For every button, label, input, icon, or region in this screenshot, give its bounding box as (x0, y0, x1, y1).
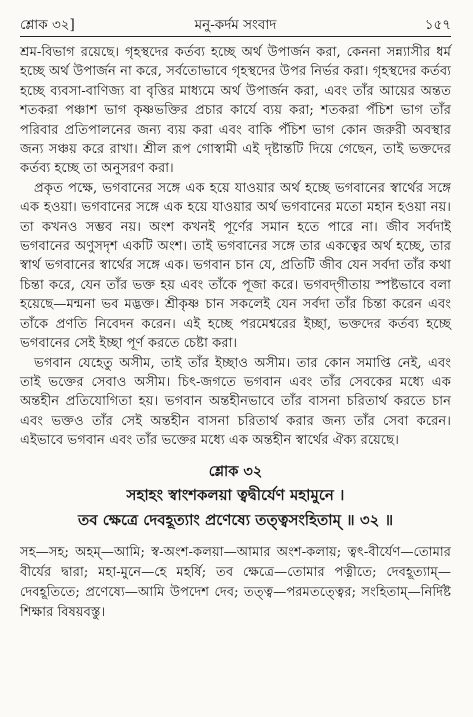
verse-line: সহাহং স্বাংশকলয়া ত্বদ্বীর্যেণ মহামুনে । (126, 485, 345, 504)
running-header (20, 12, 451, 34)
verse-block (20, 461, 451, 533)
paragraph: ভগবান যেহেতু অসীম, তাই তাঁর ইচ্ছাও অসীম। তার কোন সমাপ্তি নেই, এবং তাই ভক্তের সেবাও অসীম। চিৎ-জগতে ভগবান এবং তাঁর সেবকের মধ্যে এক অন্তহীন প্রতিযোগিতা হয়। ভগবান অন্তহীনভাবে তাঁর বাসনা চরিতার্থ করতে চান এবং ভক্তও তাঁর সেই অন্তহীন বাসনা চরিতার্থ করার জন্য তাঁর সেবা করেন। এইভাবে ভগবান এবং তাঁর ভক্তের মধ্যে এক অন্তহীন স্বার্থের ঐক্য রয়েছে। (20, 355, 451, 449)
verse-number: শ্লোক ৩২ (208, 462, 263, 480)
verse-line: তব ক্ষেত্রে দেবহূত্যাং প্রণেষ্যে তত্ত্বসংহিতাম্ ॥ ৩২ ॥ (77, 510, 394, 529)
paragraph: শ্রম-বিভাগ রয়েছে। গৃহস্থদের কর্তব্য হচ্ছে অর্থ উপার্জন করা, কেননা সন্ন্যাসীর ধর্ম হচ্ছে অর্থ উপার্জন না করে, সর্বতোভাবে গৃহস্থদের উপর নির্ভর করা। গৃহস্থদের কর্তব্য হচ্ছে ব্যবসা-বাণিজ্য বা বৃত্তির মাধ্যমে অর্থ উপার্জন করা, এবং তাঁর আয়ের অন্তত শতকরা পঞ্চাশ ভাগ কৃষ্ণভক্তির প্রচার কার্যে ব্যয় করা; শতকরা পঁচিশ ভাগ তাঁর পরিবার প্রতিপালনের জন্য ব্যয় করা এবং বাকি পঁচিশ ভাগ কোন জরুরী অবস্থার জন্য সঞ্চয় করে রাখা। শ্রীল রূপ গোস্বামী এই দৃষ্টান্তটি দিয়ে গেছেন, তাই ভক্তদের কর্তব্য হচ্ছে তা অনুসরণ করা। (20, 45, 451, 177)
synonyms-text: সহ—সহ; অহম্—আমি; স্ব-অংশ-কলয়া—আমার অংশ-কলায়; ত্বৎ-বীর্যেণ—তোমার বীর্যের দ্বারা; মহা-মুনে—হে মহর্ষি; তব ক্ষেত্রে—তোমার পত্নীতে; দেবহূত্যাম্—দেবহূতিতে; প্রণেষ্যে—আমি উপদেশ দেব; তত্ত্ব—পরমতত্ত্বের; সংহিতাম্—নির্দিষ্ট শিক্ষার বিষয়বস্তু। (20, 544, 451, 620)
purport-text (20, 43, 451, 451)
page-number: ১৫৭ (424, 17, 451, 33)
paragraph: প্রকৃত পক্ষে, ভগবানের সঙ্গে এক হয়ে যাওয়ার অর্থ হচ্ছে ভগবানের স্বার্থের সঙ্গে এক হওয়া। ভগবানের সঙ্গে এক হয়ে যাওয়ার অর্থ ভগবানের মতো মহান হওয়া নয়। তা কখনও সম্ভব নয়। অংশ কখনই পূর্ণের সমান হতে পারে না। জীব সর্বদাই ভগবানের অণুসদৃশ একটি অংশ। তাই ভগবানের সঙ্গে তার একত্বের অর্থ হচ্ছে, তার স্বার্থ ভগবানের স্বার্থের সঙ্গে এক। ভগবান চান যে, প্রতিটি জীব যেন সর্বদা তাঁর কথা চিন্তা করে, যেন তাঁর ভক্ত হয় এবং তাঁকে পূজা করে। ভগবদ্‌গীতায় স্পষ্টভাবে বলা হয়েছে—মন্মনা ভব মদ্ভক্ত। শ্রীকৃষ্ণ চান সকলেই যেন সর্বদা তাঁর চিন্তা করেন এবং তাঁকে প্রণতি নিবেদন করেন। এই হচ্ছে পরমেশ্বরের ইচ্ছা, ভক্তদের কর্তব্য হচ্ছে ভগবানের সেই ইচ্ছা পূর্ণ করতে চেষ্টা করা। (20, 180, 451, 352)
header-chapter-title: মনু-কর্দম সংবাদ (194, 17, 277, 33)
header-verse-ref: শ্লোক ৩২] (20, 17, 75, 33)
